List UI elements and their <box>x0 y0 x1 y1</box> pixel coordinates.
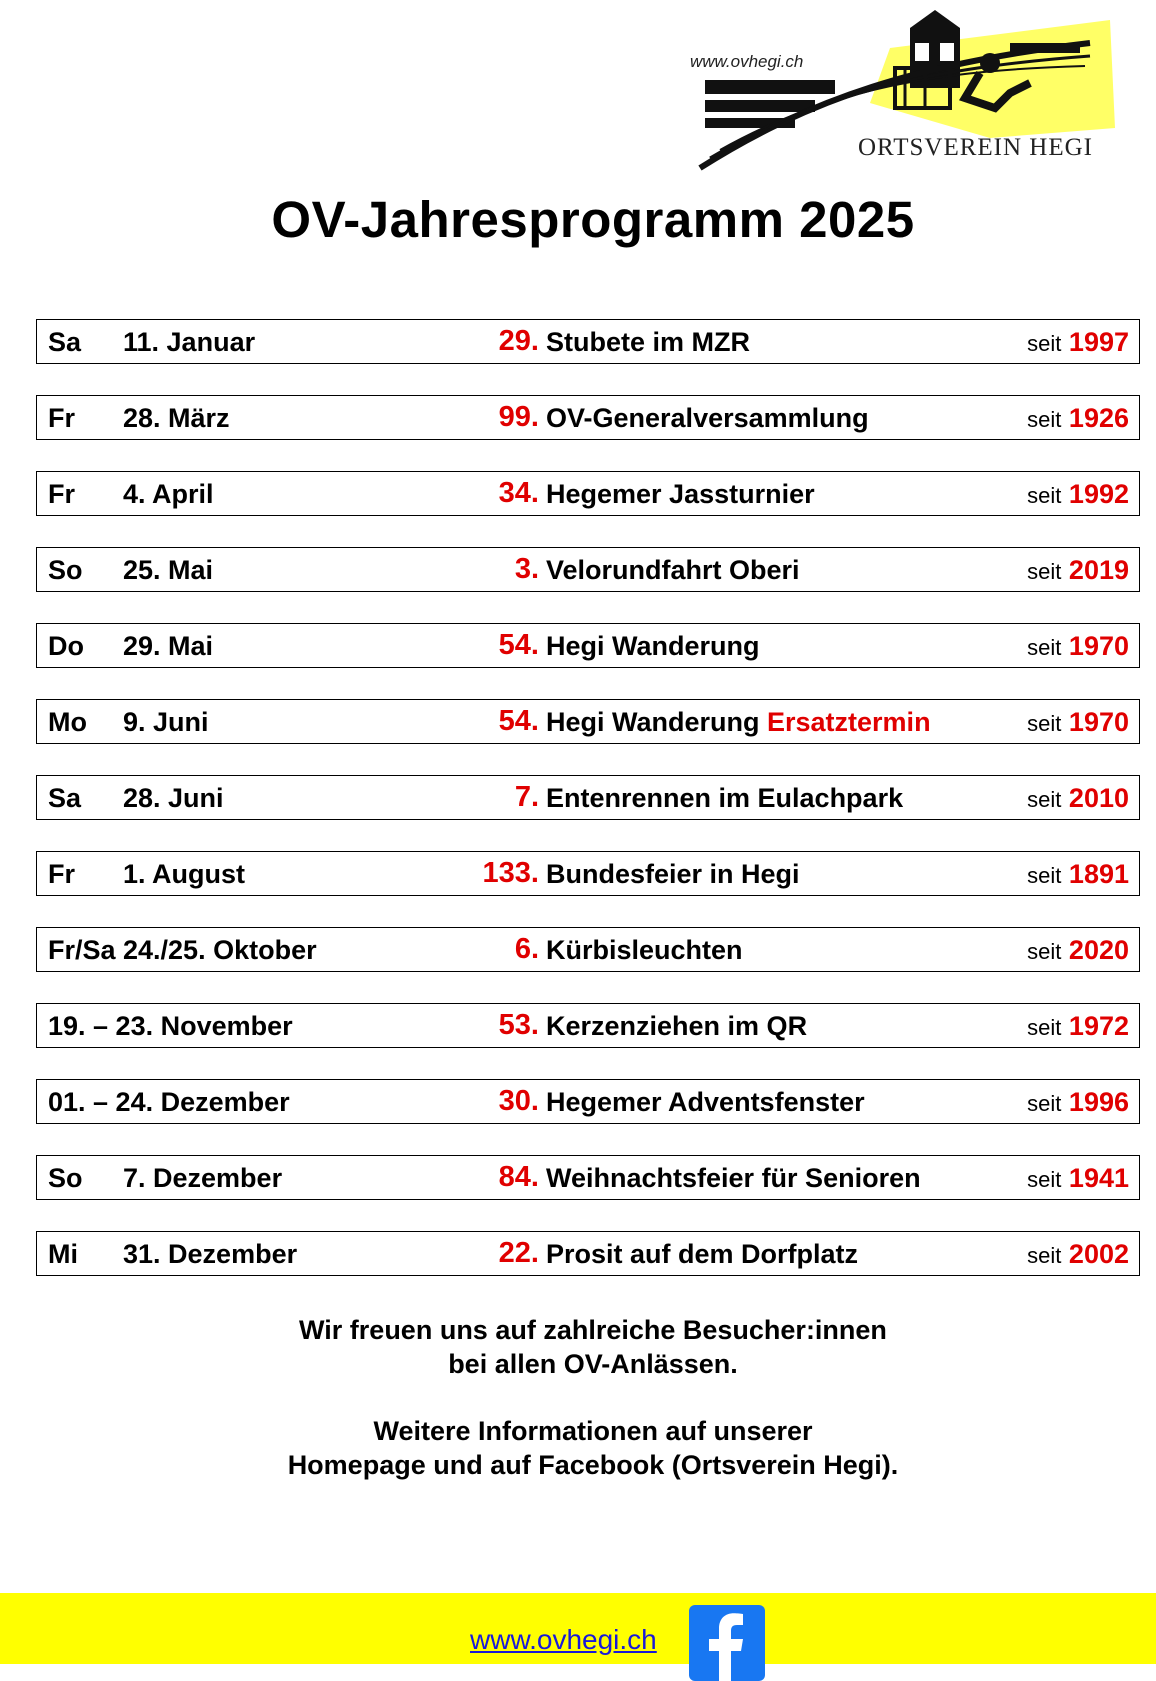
event-day: So <box>48 555 83 585</box>
event-edition-number: 3. <box>514 553 539 585</box>
event-edition-number: 54. <box>498 629 539 661</box>
event-row <box>36 395 1140 440</box>
event-since: seit 2010 <box>1027 783 1129 813</box>
event-since: seit 2002 <box>1027 1239 1129 1269</box>
event-day: Fr <box>48 859 75 889</box>
event-title: Weihnachtsfeier für Senioren <box>546 1163 921 1193</box>
event-row <box>36 547 1140 592</box>
event-row <box>36 775 1140 820</box>
event-day: Mo <box>48 707 87 737</box>
event-title: Bundesfeier in Hegi <box>546 859 800 889</box>
event-day: Do <box>48 631 84 661</box>
event-row <box>36 623 1140 668</box>
event-edition-number: 29. <box>498 325 539 357</box>
event-day: So <box>48 1163 83 1193</box>
page-title: OV-Jahresprogramm 2025 <box>271 191 915 248</box>
event-row <box>36 1003 1140 1048</box>
event-edition-number: 53. <box>498 1009 539 1041</box>
event-edition-number: 34. <box>498 477 539 509</box>
event-highlight: Ersatztermin <box>767 707 931 737</box>
event-title: Hegemer Jassturnier <box>546 479 815 509</box>
event-edition-number: 30. <box>498 1085 539 1117</box>
event-date: 28. Juni <box>123 783 224 813</box>
event-row <box>36 1079 1140 1124</box>
info-line-2: Homepage und auf Facebook (Ortsverein Hegi). <box>287 1450 899 1480</box>
event-since: seit 1970 <box>1027 707 1129 737</box>
event-row <box>36 1231 1140 1276</box>
ortsverein-hegi-logo <box>690 8 1120 178</box>
event-title: Kürbisleuchten <box>546 935 743 965</box>
website-link[interactable]: www.ovhegi.ch <box>470 1624 657 1655</box>
event-date: 1. August <box>123 859 246 889</box>
event-since: seit 2019 <box>1027 555 1129 585</box>
event-title: Hegi Wanderung <box>546 631 760 661</box>
event-day: Fr <box>48 479 75 509</box>
event-row <box>36 1155 1140 1200</box>
event-edition-number: 7. <box>514 781 539 813</box>
event-since: seit 2020 <box>1027 935 1129 965</box>
event-since: seit 1992 <box>1027 479 1129 509</box>
event-edition-number: 6. <box>514 933 539 965</box>
logo-name-text: ORTSVEREIN HEGI <box>858 134 1094 161</box>
event-day: Fr/Sa <box>48 935 116 965</box>
facebook-icon[interactable] <box>689 1605 765 1681</box>
event-day: Fr <box>48 403 75 433</box>
event-title: Kerzenziehen im QR <box>546 1011 808 1041</box>
events-list <box>36 319 1140 1307</box>
event-row <box>36 927 1140 972</box>
event-title: Velorundfahrt Oberi <box>546 555 800 585</box>
logo-url-text: www.ovhegi.ch <box>690 52 804 71</box>
event-date: 11. Januar <box>123 327 256 357</box>
event-day: Mi <box>48 1239 78 1269</box>
event-row <box>36 851 1140 896</box>
event-date: 4. April <box>123 479 214 509</box>
event-date: 24./25. Oktober <box>123 935 317 965</box>
event-since: seit 1891 <box>1027 859 1129 889</box>
event-edition-number: 54. <box>498 705 539 737</box>
event-date: 28. März <box>123 403 230 433</box>
event-date: 9. Juni <box>123 707 209 737</box>
info-line-1: Weitere Informationen auf unserer <box>373 1416 813 1446</box>
event-edition-number: 22. <box>498 1237 539 1269</box>
event-title: Stubete im MZR <box>546 327 751 357</box>
info-message <box>0 1414 1156 1482</box>
event-since: seit 1926 <box>1027 403 1129 433</box>
event-date-range: 19. – 23. November <box>48 1011 293 1041</box>
event-day: Sa <box>48 783 82 813</box>
event-title: Entenrennen im Eulachpark <box>546 783 904 813</box>
closing-line-2: bei allen OV-Anlässen. <box>448 1349 738 1379</box>
event-date: 31. Dezember <box>123 1239 298 1269</box>
event-edition-number: 84. <box>498 1161 539 1193</box>
closing-line-1: Wir freuen uns auf zahlreiche Besucher:innen <box>299 1315 887 1345</box>
event-since: seit 1997 <box>1027 327 1129 357</box>
event-edition-number: 133. <box>482 857 539 889</box>
event-title: Prosit auf dem Dorfplatz <box>546 1239 859 1269</box>
event-title: Hegemer Adventsfenster <box>546 1087 865 1117</box>
event-since: seit 1941 <box>1027 1163 1129 1193</box>
event-date: 7. Dezember <box>123 1163 283 1193</box>
event-since: seit 1996 <box>1027 1087 1129 1117</box>
event-title: Hegi Wanderung Ersatztermin <box>546 707 931 737</box>
event-row <box>36 471 1140 516</box>
event-day: Sa <box>48 327 82 357</box>
event-row <box>36 699 1140 744</box>
event-date-range: 01. – 24. Dezember <box>48 1087 290 1117</box>
event-date: 29. Mai <box>123 631 214 661</box>
closing-message <box>0 1313 1156 1381</box>
event-edition-number: 99. <box>498 401 539 433</box>
event-since: seit 1972 <box>1027 1011 1129 1041</box>
event-date: 25. Mai <box>123 555 214 585</box>
event-title: OV-Generalversammlung <box>546 403 869 433</box>
event-row <box>36 319 1140 364</box>
event-since: seit 1970 <box>1027 631 1129 661</box>
